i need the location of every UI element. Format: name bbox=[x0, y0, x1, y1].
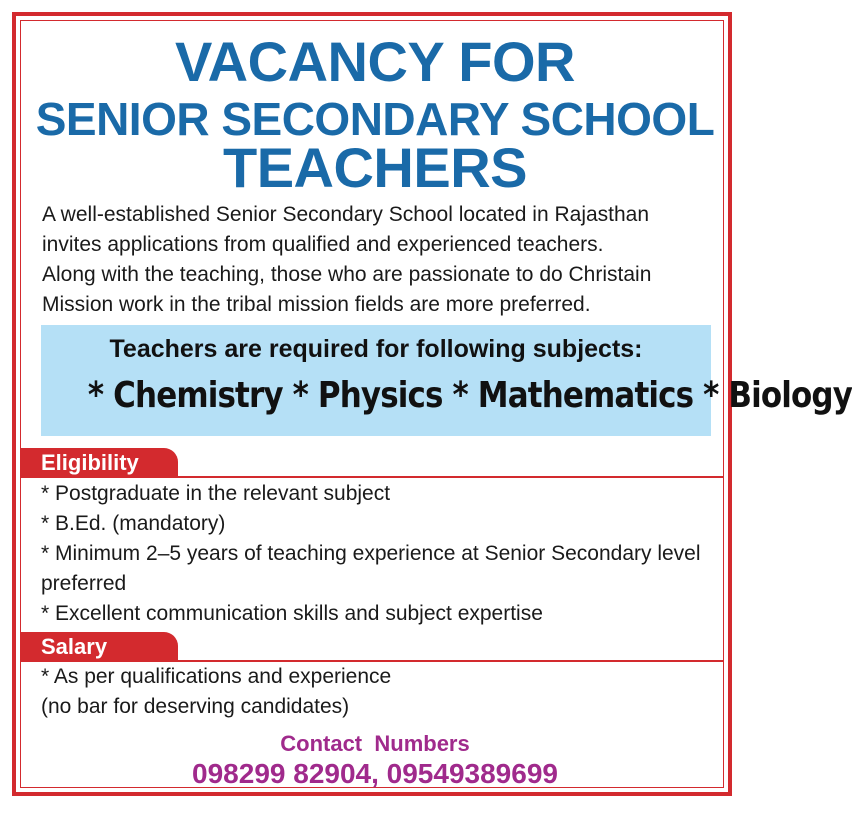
intro-paragraph bbox=[42, 200, 722, 320]
intro-line: invites applications from qualified and experienced teachers. bbox=[42, 233, 604, 256]
heading-line-1: VACANCY FOR bbox=[174, 30, 575, 93]
salary-list bbox=[41, 662, 721, 722]
eligibility-divider bbox=[20, 476, 724, 478]
eligibility-item: * Minimum 2–5 years of teaching experience at Senior Secondary level preferred bbox=[41, 542, 701, 595]
eligibility-item: * Excellent communication skills and subject expertise bbox=[41, 602, 543, 625]
intro-line: Mission work in the tribal mission fields are more preferred. bbox=[42, 293, 591, 316]
intro-line: A well-established Senior Secondary School located in Rajasthan bbox=[42, 203, 650, 226]
contact-numbers: 098299 82904, 09549389699 bbox=[192, 758, 558, 789]
eligibility-item: * B.Ed. (mandatory) bbox=[41, 512, 226, 535]
subjects-box bbox=[41, 325, 852, 436]
eligibility-list bbox=[41, 479, 721, 629]
intro-line: Along with the teaching, those who are passionate to do Christain bbox=[42, 263, 652, 286]
salary-item: (no bar for deserving candidates) bbox=[41, 695, 350, 718]
subjects-list: * Chemistry * Physics * Mathematics * Biology bbox=[87, 375, 852, 416]
eligibility-tab bbox=[20, 448, 178, 478]
eligibility-item: * Postgraduate in the relevant subject bbox=[41, 482, 391, 505]
subjects-heading: Teachers are required for following subjects: bbox=[109, 335, 643, 363]
salary-item: * As per qualifications and experience bbox=[41, 665, 392, 688]
salary-tab bbox=[20, 632, 178, 662]
salary-label: Salary bbox=[41, 634, 108, 659]
heading-line-2: SENIOR SECONDARY SCHOOL bbox=[35, 93, 715, 145]
contact-label: Contact Numbers bbox=[280, 731, 470, 756]
heading-line-3: TEACHERS bbox=[222, 136, 528, 199]
eligibility-label: Eligibility bbox=[41, 450, 139, 475]
